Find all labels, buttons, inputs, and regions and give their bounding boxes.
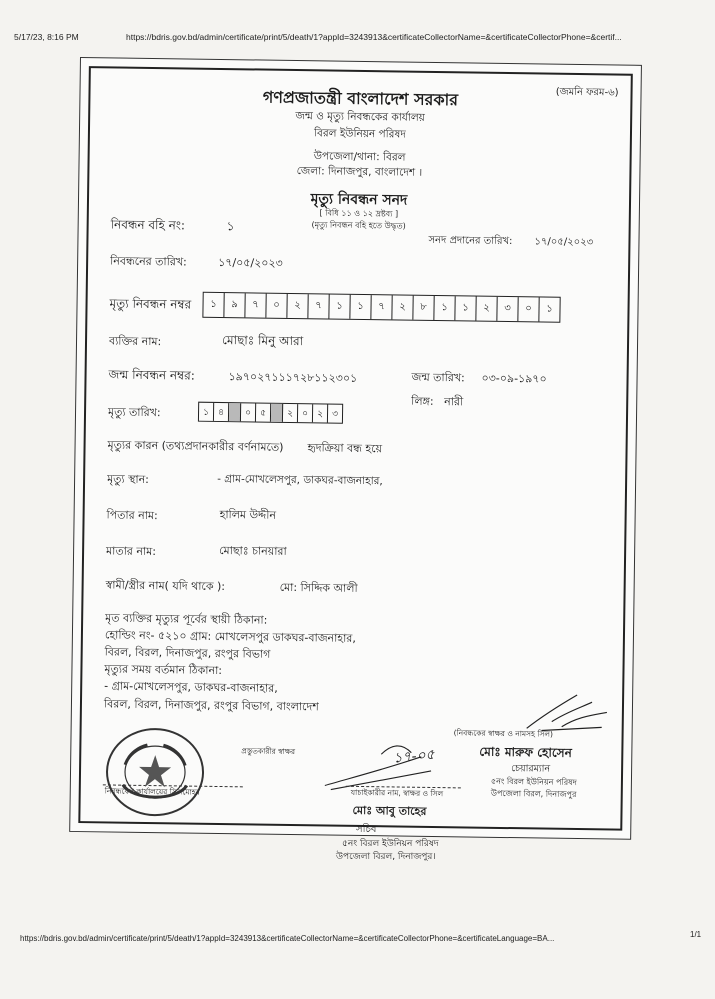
dob-label: জন্ম তারিখ:: [411, 370, 465, 385]
union-seal: [102, 724, 207, 819]
reg-digit: ৩: [497, 297, 518, 321]
upazila-line: উপজেলা/থানা: বিরল: [313, 150, 406, 164]
date-digit: ০: [298, 404, 313, 422]
reg-digit: ২: [392, 295, 413, 319]
cause-value: হৃদক্রিয়া বন্ধ হয়ে: [307, 441, 383, 456]
reg-date-value: ১৭/০৫/২০২৩: [218, 255, 283, 270]
curr-addr-line1: - গ্রাম-মোখলেসপুর, ডাকঘর-বাজনাহার,: [104, 679, 278, 695]
perm-addr-line1: হোল্ডিং নং- ৫২১০ গ্রাম: মোখলেসপুর ডাকঘর-বাজনাহার,: [104, 628, 356, 645]
government-title: গণপ্রজাতন্ত্রী বাংলাদেশ সরকার: [262, 87, 459, 110]
page-count: 1/1: [690, 930, 702, 939]
register-book-label: নিবন্ধন বহি নং:: [110, 217, 186, 233]
reg-digit: ২: [287, 294, 308, 318]
reg-digit: ৭: [308, 294, 329, 318]
reg-digit: ২: [476, 297, 497, 321]
secretary-union: ৫নং বিরল ইউনিয়ন পরিষদ: [342, 839, 439, 849]
registrar-upazila: উপজেলা বিরল, দিনাজপুর: [490, 788, 577, 800]
mother-value: মোছাঃ চানয়ারা: [219, 543, 287, 558]
certificate-title: মৃত্যু নিবন্ধন সনদ: [310, 191, 408, 209]
date-digit: ২: [313, 404, 328, 422]
union-name: বিরল ইউনিয়ন পরিষদ: [314, 127, 406, 141]
seal-caption: নিবন্ধকের কার্যালয়ের সিলমোহর: [104, 786, 200, 797]
registrar-union: ৫নং বিরল ইউনিয়ন পরিষদ: [490, 776, 577, 788]
print-url-bottom: https://bdris.gov.bd/admin/certificate/print/5/death/1?appId=3243913&certificateCollectorName=&certificateCollectorPhone=&certificateLanguage=BA...: [20, 934, 555, 943]
reg-digit: ৯: [224, 293, 245, 317]
secretary-title: সচিব: [356, 824, 377, 835]
curr-addr-label: মৃত্যুর সময় বর্তমান ঠিকানা:: [104, 662, 223, 678]
reg-digit: ৭: [245, 293, 266, 317]
dob-value: ০৩-০৯-১৯৭০: [481, 371, 547, 386]
date-digit: ৫: [256, 403, 271, 421]
cause-label: মৃত্যুর কারন (তথ্যপ্রদানকারীর বর্ণনামতে): [107, 438, 284, 454]
rule-note: [ বিধি ১১ ও ১২ দ্রষ্টব্য ]: [319, 208, 399, 219]
reg-digit: ০: [266, 294, 287, 318]
death-reg-number-box: [202, 292, 560, 323]
reg-digit: ০: [518, 297, 539, 321]
reg-digit: ১: [329, 295, 350, 319]
district-line: জেলা: দিনাজপুর, বাংলাদেশ ।: [296, 165, 423, 179]
name-value: মোছাঃ মিনু আরা: [221, 333, 304, 349]
secretary-name: মোঃ আবু তাহের: [352, 803, 427, 818]
father-value: হালিম উদ্দীন: [219, 507, 277, 522]
reg-digit: ১: [455, 296, 476, 320]
reg-digit: ১: [350, 295, 371, 319]
death-reg-no-label: মৃত্যু নিবন্ধন নম্বর: [109, 296, 192, 312]
registrar-name: মোঃ মারুফ হোসেন: [479, 744, 572, 760]
perm-addr-label: মৃত ব্যক্তির মৃত্যুর পূর্বের স্থায়ী ঠিকানা:: [105, 611, 268, 627]
spouse-label: স্বামী/স্ত্রীর নাম( যদি থাকে ):: [105, 578, 226, 594]
registrar-title: চেয়ারম্যান: [511, 763, 551, 775]
date-separator: [271, 404, 283, 422]
place-label: মৃত্যু স্থান:: [107, 472, 149, 487]
sex-value: নারী: [444, 395, 464, 409]
curr-addr-line2: বিরল, বিরল, দিনাজপুর, রংপুর বিভাগ, বাংলাদেশ: [103, 697, 319, 714]
name-label: ব্যক্তির নাম:: [108, 334, 162, 349]
register-book-value: ১: [226, 219, 235, 234]
print-url-top: https://bdris.gov.bd/admin/certificate/print/5/death/1?appId=3243913&certificateCollectorName=&certificateCollectorPhone=&certif...: [126, 32, 622, 42]
date-separator: [229, 403, 241, 421]
print-datetime: 5/17/23, 8:16 PM: [14, 32, 79, 42]
reg-digit: ১: [546, 303, 553, 315]
reg-digit: ১: [203, 293, 224, 317]
preparer-caption: প্রস্তুতকারীর স্বাক্ষর: [241, 746, 296, 757]
verifier-caption: যাচাইকারীর নাম, স্বাক্ষর ও সিল: [350, 787, 444, 799]
reg-date-label: নিবন্ধনের তারিখ:: [110, 254, 187, 269]
perm-addr-line2: বিরল, বিরল, দিনাজপুর, রংপুর বিভাগ: [104, 645, 271, 661]
sex-label: লিঙ্গ:: [411, 394, 434, 408]
reg-digit: ৭: [371, 295, 392, 319]
form-number: (জমনি ফরম-৬): [555, 86, 619, 99]
place-value: - গ্রাম-মোখলেসপুর, ডাকঘর-বাজনাহার,: [217, 472, 383, 488]
death-date-box: [198, 402, 343, 424]
birth-reg-label: জন্ম নিবন্ধন নম্বর:: [108, 367, 195, 383]
father-label: পিতার নাম:: [106, 508, 158, 523]
death-date-label: মৃত্যু তারিখ:: [107, 405, 161, 420]
spouse-value: মো: সিদ্দিক আলী: [279, 580, 358, 595]
date-digit: ৪: [214, 403, 229, 421]
certificate-border: [78, 66, 633, 831]
date-digit: ৩: [332, 409, 339, 420]
reg-digit: ১: [434, 296, 455, 320]
date-digit: ২: [283, 404, 298, 422]
reg-digit: ৮: [413, 296, 434, 320]
date-digit: ১: [199, 403, 214, 421]
handwritten-date: ১৭-০৫: [392, 746, 436, 767]
registrar-caption: (নিবন্ধকের স্বাক্ষর ও নামসহ সিল): [453, 728, 554, 739]
birth-reg-value: ১৯৭০২৭১১১৭২৮১১২৩০১: [228, 370, 358, 385]
death-certificate: [69, 57, 642, 840]
date-digit: ০: [241, 403, 256, 421]
issue-date-label: সনদ প্রদানের তারিখ:: [428, 234, 513, 248]
office-name: জন্ম ও মৃত্যু নিবন্ধকের কার্যালয়: [295, 110, 425, 124]
issue-date-value: ১৭/০৫/২০২৩: [534, 236, 594, 249]
secretary-upazila: উপজেলা বিরল, দিনাজপুর।: [336, 852, 436, 862]
extract-note: (মৃত্যু নিবন্ধন বহি হতে উদ্ধৃত): [311, 220, 406, 231]
mother-label: মাতার নাম:: [106, 544, 157, 559]
